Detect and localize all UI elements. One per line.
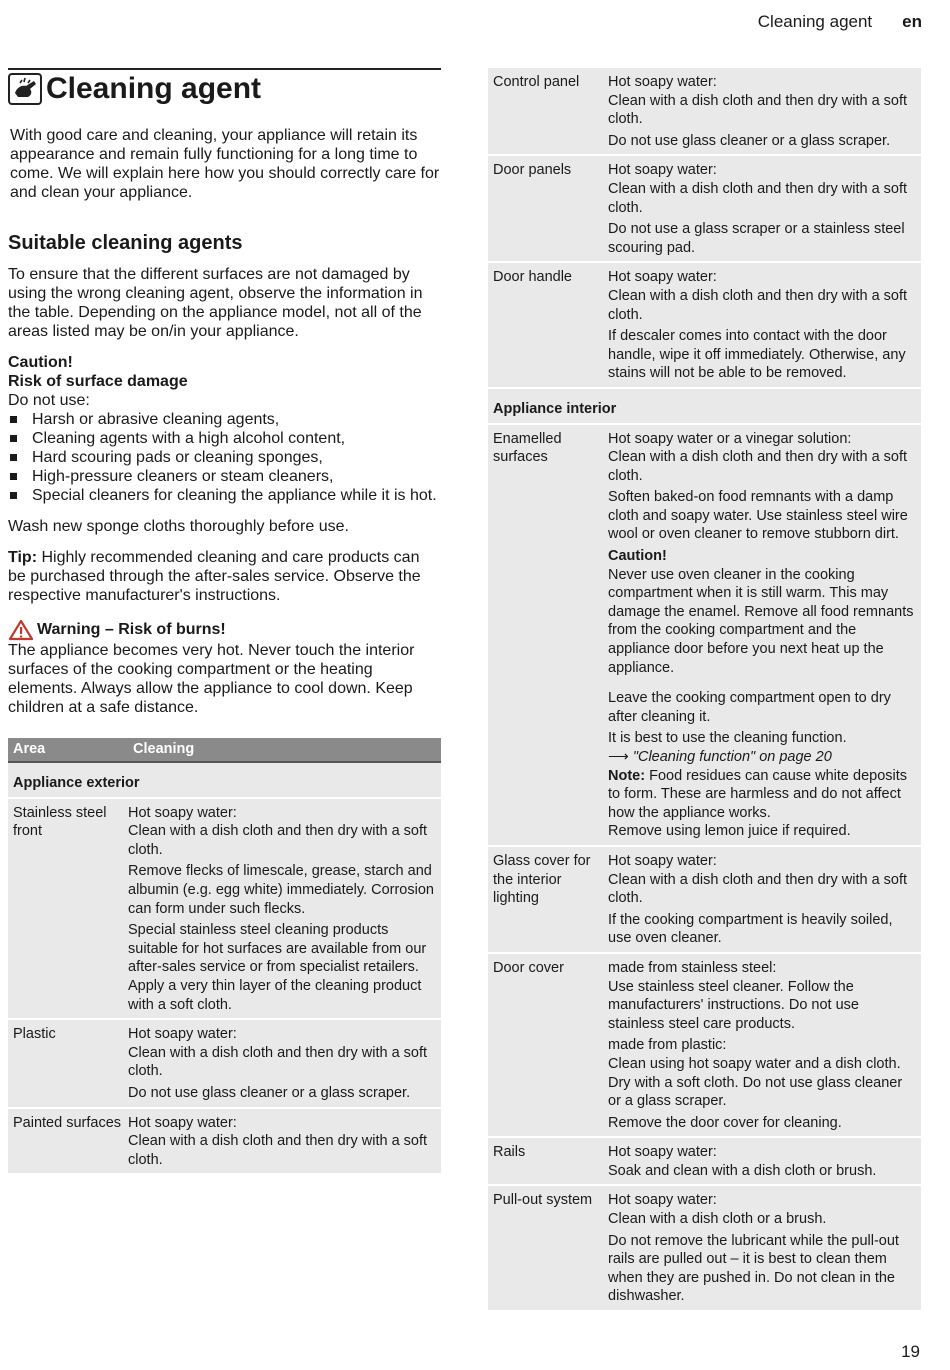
cleaning-text: Hot soapy water: [608, 269, 717, 286]
cleaning-text: Clean with a dish cloth and then dry with a soft cloth. [128, 823, 428, 858]
row-cleaning [128, 1025, 441, 1102]
row-cleaning [608, 1191, 921, 1306]
cleaning-text: Clean with a dish cloth and then dry with a soft cloth. [608, 449, 908, 484]
row-cleaning [608, 1143, 921, 1180]
caution-label: Caution! [608, 548, 667, 565]
cleaning-text: Do not use glass cleaner or a glass scraper. [128, 1084, 411, 1101]
cleaning-text: Do not use a glass scraper or a stainless steel scouring pad. [608, 221, 905, 256]
cleaning-text: Hot soapy water or a vinegar solution: [608, 430, 852, 447]
cleaning-text: Hot soapy water: [608, 74, 717, 90]
cleaning-text: Clean with a dish cloth or a brush. [608, 1211, 827, 1228]
warning-triangle-icon [8, 619, 34, 641]
cross-reference-link[interactable]: "Cleaning function" on page 20 [632, 749, 832, 765]
row-area: Rails [493, 1144, 526, 1161]
row-cleaning [608, 430, 921, 841]
cleaning-table-right [488, 68, 921, 1310]
cleaning-text: Hot soapy water: [608, 1144, 717, 1161]
cleaning-text: Clean with a dish cloth and then dry with a soft cloth. [608, 287, 908, 323]
column-header-area: Area [13, 741, 46, 758]
do-not-use-list [8, 410, 441, 505]
cleaning-text: made from plastic: [608, 1037, 727, 1054]
table-row [488, 1138, 921, 1186]
cross-reference [608, 748, 916, 767]
cleaning-text: It is best to use the cleaning function. [608, 730, 847, 747]
intro-paragraph: With good care and cleaning, your appliance will retain its appearance and remain fully functioning for a long time to come. We will explain here how you should correctly care for and clean your appliance. [10, 127, 440, 201]
row-area: Painted surfaces [13, 1114, 122, 1131]
cleaning-text: Soak and clean with a dish cloth or brush. [608, 1162, 877, 1179]
language-code: en [902, 12, 922, 31]
row-area: Pull-out system [493, 1192, 593, 1209]
wash-note: Wash new sponge cloths thoroughly before use. [8, 518, 349, 535]
cleaning-text: Hot soapy water: [128, 804, 237, 821]
cleaning-text: If the cooking compartment is heavily soiled, use oven cleaner. [608, 911, 893, 947]
row-cleaning [128, 804, 441, 1015]
cleaning-text: Do not use glass cleaner or a glass scraper. [608, 132, 891, 149]
table-row [488, 1186, 921, 1310]
running-header-title: Cleaning agent [757, 12, 873, 31]
cleaning-text: Never use oven cleaner in the cooking compartment when it is still warm. This may damage the enamel. Remove all food remnants from the cooking compartment and the appliance door before you next heat up the appliance. [608, 566, 914, 676]
row-cleaning [608, 959, 921, 1132]
cleaning-text: Special stainless steel cleaning products suitable for hot surfaces are available from our after-sales service or from specialist retailers. Apply a very thin layer of the cleaning product with a soft cloth. [128, 922, 427, 1013]
row-area: Enamelled surfaces [493, 430, 562, 466]
cleaning-text: Clean with a dish cloth and then dry with a soft cloth. [608, 871, 908, 907]
cleaning-text: Clean with a dish cloth and then dry with a soft cloth. [128, 1044, 428, 1080]
row-area: Glass cover for the interior lighting [493, 852, 591, 907]
title-bar [8, 68, 441, 106]
arrow-right-icon: ⟶ [608, 749, 633, 765]
table-header [8, 738, 441, 763]
running-header [758, 12, 922, 32]
table-row [488, 156, 921, 263]
warning-title: Warning – Risk of burns! [37, 621, 226, 638]
list-item: Cleaning agents with a high alcohol content, [8, 429, 441, 448]
cleaning-text: Clean with a dish cloth and then dry with a soft cloth. [128, 1133, 428, 1168]
warning-heading [8, 619, 441, 641]
cleaning-text: Remove using lemon juice if required. [608, 823, 851, 840]
tip-paragraph [8, 548, 441, 605]
table-row [8, 799, 441, 1021]
cleaning-text: Hot soapy water: [608, 162, 717, 179]
cleaning-text: Clean with a dish cloth and then dry with a soft cloth. [608, 180, 908, 216]
table-row [488, 68, 921, 156]
note-label: Note: [608, 767, 646, 784]
list-item: Harsh or abrasive cleaning agents, [8, 410, 441, 429]
note-text: Food residues can cause white deposits to form. These are harmless and do not affect how the appliance works. [608, 767, 908, 821]
caution-title: Risk of surface damage [8, 373, 188, 390]
row-area: Control panel [493, 74, 580, 90]
table-row [488, 954, 921, 1138]
row-area: Door cover [493, 959, 564, 976]
row-cleaning [608, 161, 921, 257]
row-area: Door panels [493, 162, 572, 179]
table-row [8, 1020, 441, 1108]
list-item: Hard scouring pads or cleaning sponges, [8, 448, 441, 467]
row-cleaning [608, 852, 921, 948]
do-not-use-label: Do not use: [8, 392, 90, 409]
table-row [488, 847, 921, 954]
tip-text: Highly recommended cleaning and care products can be purchased through the after-sales service. Observe the respective manufacturer's instructions. [8, 549, 421, 604]
section-appliance-interior: Appliance interior [488, 389, 921, 425]
list-item: Special cleaners for cleaning the appliance while it is hot. [8, 486, 441, 505]
cleaning-table-left [8, 738, 441, 1173]
row-area: Door handle [493, 269, 572, 286]
caution-block [8, 353, 441, 505]
cleaning-text: Soften baked-on food remnants with a damp cloth and soapy water. Use stainless steel wire wool or oven cleaner to remove stubborn dirt. [608, 489, 908, 543]
cleaning-text: Remove flecks of limescale, grease, starch and albumin (e.g. egg white) immediately. Corrosion can form under such flecks. [128, 863, 434, 917]
warning-text: The appliance becomes very hot. Never touch the interior surfaces of the cooking compartment or the heating elements. Always allow the appliance to cool down. Keep children at a safe distance. [8, 642, 415, 716]
row-cleaning [608, 268, 921, 383]
table-row [8, 1109, 441, 1174]
suitable-heading: Suitable cleaning agents [8, 232, 243, 254]
cleaning-text: Clean with a dish cloth and then dry with a soft cloth. [608, 92, 908, 128]
cleaning-text: Use stainless steel cleaner. Follow the manufacturers' instructions. Do not use stainless steel care products. [608, 978, 859, 1032]
cleaning-text: made from stainless steel: [608, 959, 777, 976]
tip-label: Tip: [8, 549, 38, 566]
cleaning-text: Hot soapy water: [608, 1192, 717, 1209]
page-number: 19 [901, 1342, 920, 1361]
right-column [488, 68, 921, 1310]
caution-label: Caution! [8, 354, 73, 371]
row-area: Stainless steel front [13, 804, 107, 840]
cleaning-text: Hot soapy water: [128, 1114, 237, 1131]
table-row [488, 263, 921, 389]
section-appliance-exterior: Appliance exterior [8, 763, 441, 799]
table-row [488, 425, 921, 847]
cleaning-text: If descaler comes into contact with the door handle, wipe it off immediately. Otherwise, any stains will not be able to be removed. [608, 328, 906, 382]
page-title: Cleaning agent [46, 72, 262, 105]
list-item: High-pressure cleaners or steam cleaners, [8, 467, 441, 486]
row-cleaning [128, 1114, 441, 1170]
note-paragraph [608, 767, 916, 823]
cleaning-text: Do not remove the lubricant while the pull-out rails are pulled out – it is best to clean them when they are pushed in. Do not clean in the dishwasher. [608, 1232, 899, 1305]
row-area: Plastic [13, 1026, 56, 1043]
column-header-cleaning: Cleaning [133, 741, 195, 758]
cleaning-text: Clean using hot soapy water and a dish cloth. Dry with a soft cloth. Do not use glass cleaner or a glass scraper. [608, 1055, 903, 1110]
cleaning-hand-icon [8, 73, 42, 105]
cleaning-text: Hot soapy water: [608, 852, 717, 869]
cleaning-text: Hot soapy water: [128, 1026, 237, 1043]
row-cleaning [608, 73, 921, 150]
cleaning-text: Leave the cooking compartment open to dry after cleaning it. [608, 690, 891, 725]
cleaning-text: Remove the door cover for cleaning. [608, 1114, 842, 1131]
suitable-paragraph: To ensure that the different surfaces are not damaged by using the wrong cleaning agent, observe the information in the table. Depending on the appliance model, not all of the areas listed may be on/in your appliance. [8, 266, 423, 340]
left-column [8, 68, 441, 1173]
